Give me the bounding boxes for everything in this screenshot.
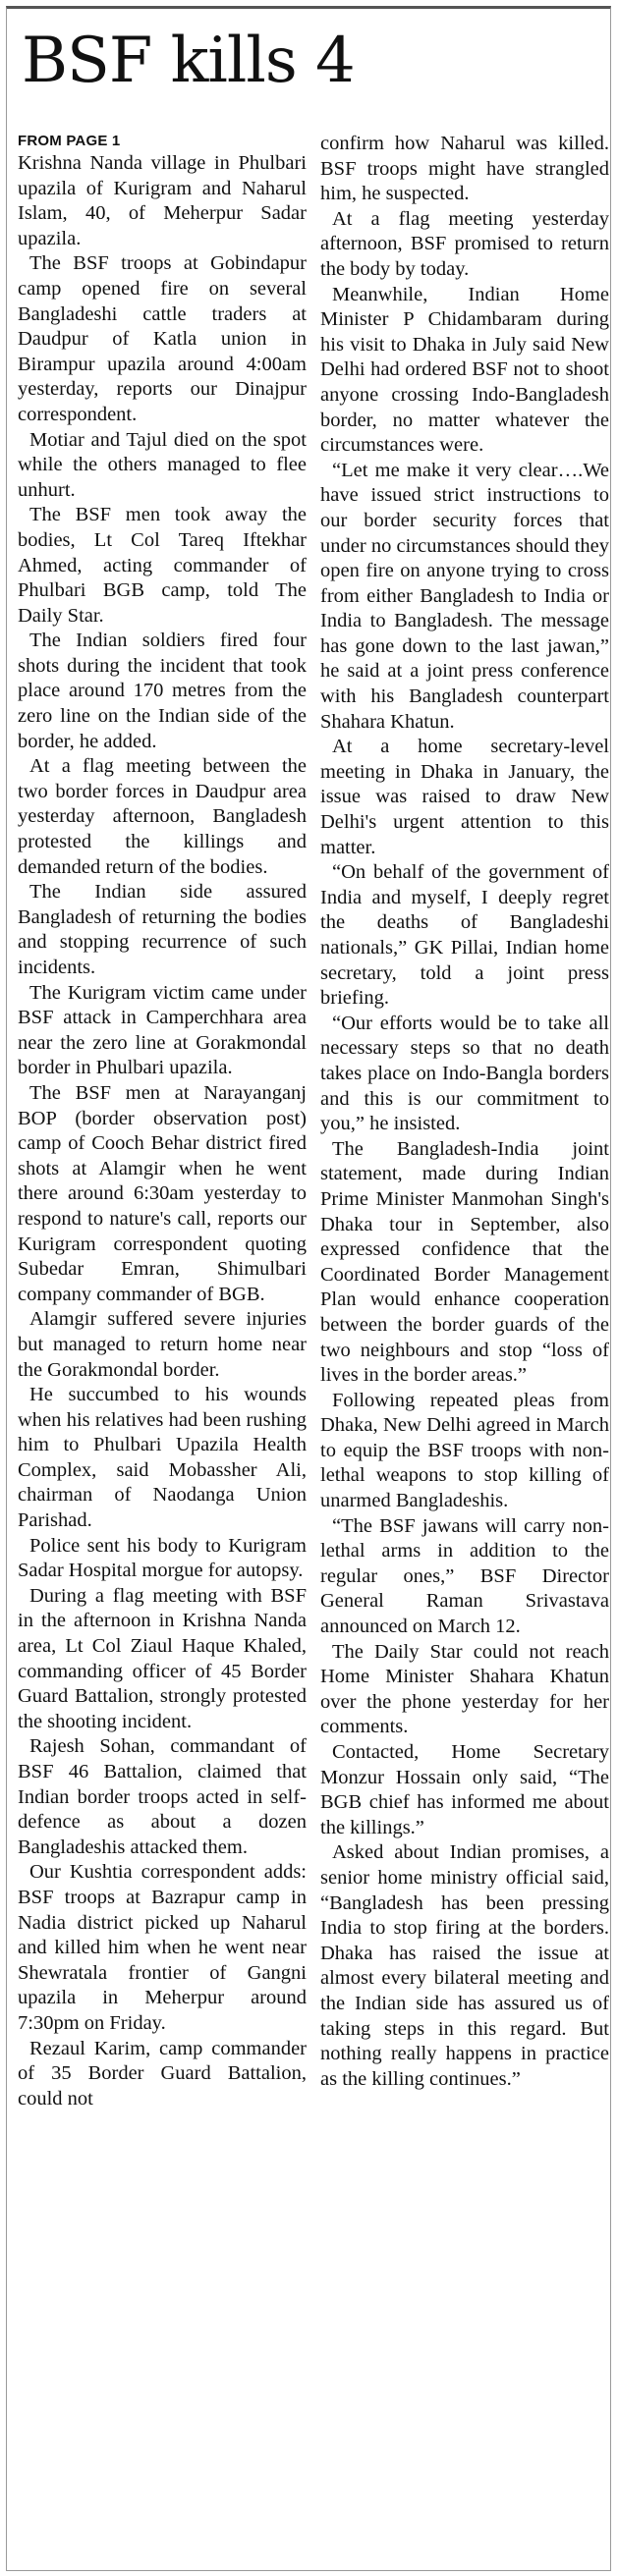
paragraph: At a flag meeting between the two border forces in Daudpur area yesterday afternoon, Bangladesh protested the killings and demanded return of the bodies. (18, 755, 307, 878)
paragraph: The Indian soldiers fired four shots during the incident that took place around 170 metres from the zero line on the Indian side of the border, he added. (18, 630, 307, 752)
paragraph: Our Kushtia correspondent adds: BSF troops at Bazrapur camp in Nadia district picked up Naharul and killed him when he went near Shewratala frontier of Gangni upazila in Meherpur around 7:30pm on Friday. (18, 1861, 307, 2034)
paragraph: Following repeated pleas from Dhaka, New Delhi agreed in March to equip the BSF troops with non-lethal weapons to stop killing of unarmed Bangladeshis. (320, 1389, 609, 1512)
paragraph: At a home secretary-level meeting in Dhaka in January, the issue was raised to draw New Delhi's urgent attention to this matter. (320, 736, 609, 858)
paragraph: Alamgir suffered severe injuries but managed to return home near the Gorakmondal border. (18, 1308, 307, 1381)
right-column (320, 132, 609, 2557)
kicker: FROM PAGE 1 (18, 133, 121, 149)
paragraph: The Bangladesh-India joint statement, made during Indian Prime Minister Manmohan Singh's Dhaka tour in September, also expressed confidence that the Coordinated Border Management Plan would enhance cooperation between the border guards of the two neighbours and stop “loss of lives in the border areas.” (320, 1137, 609, 1387)
paragraph: The BSF troops at Gobindapur camp opened fire on several Bangladeshi cattle traders at Daudpur of Katla union in Birampur upazila around 4:00am yesterday, reports our Dinajpur correspondent. (18, 252, 307, 425)
paragraph: Meanwhile, Indian Home Minister P Chidambaram during his visit to Dhaka in July said New Delhi had ordered BSF not to shoot anyone crossing Indo-Bangladesh border, no matter whatever the circumstances were. (320, 283, 609, 457)
paragraph: The Daily Star could not reach Home Minister Shahara Khatun over the phone yesterday for her comments. (320, 1640, 609, 1738)
paragraph: Motiar and Tajul died on the spot while the others managed to flee unhurt. (18, 428, 307, 501)
paragraph: The BSF men at Narayanganj BOP (border observation post) camp of Cooch Behar district fired shots at Alamgir when he went there around 6:30am yesterday to respond to nature's call, reports our Kurigram correspondent quoting Subedar Emran, Shimulbari company commander of BGB. (18, 1081, 307, 1305)
paragraph: Rezaul Karim, camp commander of 35 Border Guard Battalion, could not (18, 2037, 307, 2110)
paragraph: Rajesh Sohan, commandant of BSF 46 Battalion, claimed that Indian border troops acted in self-defence as about a dozen Bangladeshis attacked them. (18, 1735, 307, 1858)
paragraph: Krishna Nanda village in Phulbari upazila of Kurigram and Naharul Islam, 40, of Meherpur Sadar upazila. (18, 152, 307, 249)
headline: BSF kills 4 (22, 25, 355, 97)
paragraph: “Let me make it very clear….We have issued strict instructions to our border security forces that under no circumstances should they open fire on anyone trying to cross from either Bangladesh to India or India to Bangladesh. The message has gone down to the last jawan,” he said at a joint press conference with his Bangladesh counterpart Shahara Khatun. (320, 459, 609, 733)
paragraph: During a flag meeting with BSF in the afternoon in Krishna Nanda area, Lt Col Ziaul Haque Khaled, commanding officer of 45 Border Guard Battalion, strongly protested the shooting incident. (18, 1584, 307, 1732)
paragraph: At a flag meeting yesterday afternoon, BSF promised to return the body by today. (320, 207, 609, 280)
paragraph: Police sent his body to Kurigram Sadar Hospital morgue for autopsy. (18, 1534, 307, 1582)
paragraph: He succumbed to his wounds when his relatives had been rushing him to Phulbari Upazila Health Complex, said Mobassher Ali, chairman of Naodanga Union Parishad. (18, 1384, 307, 1532)
paragraph: “The BSF jawans will carry non-lethal arms in addition to the regular ones,” BSF Director General Raman Srivastava announced on March 12. (320, 1514, 609, 1638)
paragraph: “Our efforts would be to take all necessary steps so that no death takes place on Indo-Bangla borders and this is our commitment to you,” he insisted. (320, 1012, 609, 1135)
paragraph: The Kurigram victim came under BSF attack in Camperchhara area near the zero line at Gorakmondal border in Phulbari upazila. (18, 981, 307, 1079)
paragraph: confirm how Naharul was killed. BSF troops might have strangled him, he suspected. (320, 133, 609, 205)
left-column (18, 132, 307, 2557)
paragraph: “On behalf of the government of India and myself, I deeply regret the deaths of Bangladeshi nationals,” GK Pillai, Indian home secretary, told a joint press briefing. (320, 861, 609, 1010)
paragraph: The Indian side assured Bangladesh of returning the bodies and stopping recurrence of such incidents. (18, 881, 307, 978)
paragraph: The BSF men took away the bodies, Lt Col Tareq Iftekhar Ahmed, acting commander of Phulbari BGB camp, told The Daily Star. (18, 504, 307, 627)
paragraph: Contacted, Home Secretary Monzur Hossain only said, “The BGB chief has informed me about the killings.” (320, 1741, 609, 1838)
paragraph: Asked about Indian promises, a senior home ministry official said, “Bangladesh has been pressing India to stop firing at the borders. Dhaka has raised the issue at almost every bilateral meeting and the Indian side has assured us of taking steps in this regard. But nothing really happens in practice as the killing continues.” (320, 1841, 609, 2090)
